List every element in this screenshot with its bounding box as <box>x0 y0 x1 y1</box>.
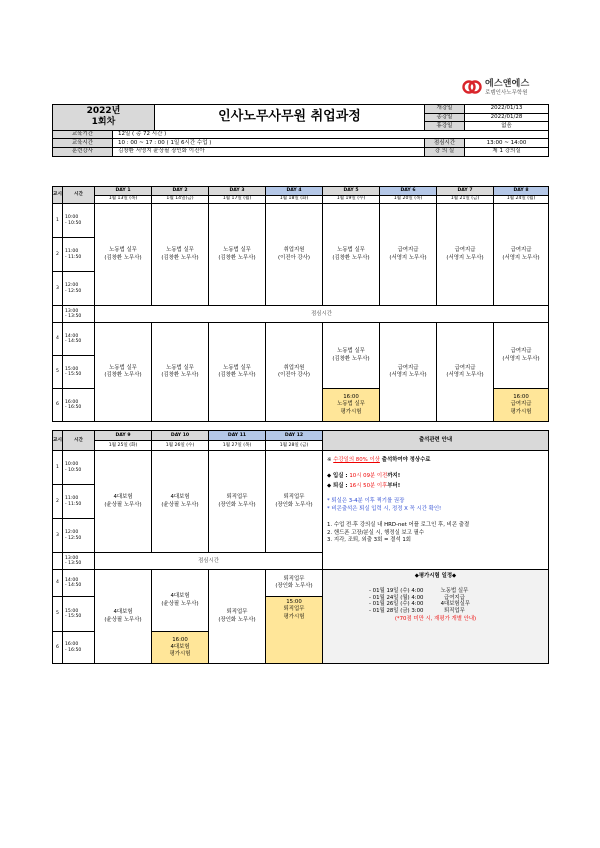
day-label: DAY 12 <box>266 431 323 441</box>
course-year <box>53 105 155 131</box>
time-end: - 13:50 <box>65 561 82 566</box>
day-date: 1월 20일 (목) <box>380 195 437 204</box>
time-start: 11:00 <box>65 496 79 501</box>
class-cell <box>266 323 323 422</box>
day-date: 1월 27일 (목) <box>209 441 266 451</box>
subject: 노동법 실무 <box>109 364 137 371</box>
time-start: 16:00 <box>65 399 79 405</box>
blue-note-1: * 퇴실은 3-4분 이후 찍기를 권장 <box>327 498 405 505</box>
checkout-time: 16시 50분 이후 <box>349 482 388 489</box>
exam-subject: 4대보험 <box>170 643 190 650</box>
day-label: DAY 3 <box>209 187 266 196</box>
time-end: - 14:50 <box>65 583 82 588</box>
subject: 퇴직업무 <box>283 575 305 582</box>
attendance-notice-title: 출석관련 안내 <box>323 431 549 451</box>
exam-time: 16:00 <box>343 394 359 401</box>
period-number <box>53 553 63 570</box>
brand-logo <box>462 76 572 98</box>
class-cell <box>152 323 209 422</box>
day-date: 1월 19일 (수) <box>323 195 380 204</box>
class-cell <box>323 323 380 389</box>
exam-schedule-row: - 01월 24일 (월) 4:00 급여지급 <box>369 594 465 601</box>
time-end: - 12:50 <box>65 288 82 294</box>
class-cell <box>494 204 549 306</box>
time-end: - 13:50 <box>65 314 82 319</box>
room-value: 제 1 강의실 <box>465 147 549 156</box>
teacher-value: 김창환 서영지 윤상필 장인화 이진아 <box>113 147 425 156</box>
exam-label: 평가시험 <box>169 651 191 658</box>
class-cell <box>95 204 152 306</box>
period-number: 2 <box>53 238 63 272</box>
class-cell <box>437 323 494 422</box>
rule-1: 1. 수업 전·후 강의실 내 HRD-net 어플 로그인 후, 비콘 출결 <box>327 522 470 529</box>
class-cell <box>380 323 437 422</box>
checkout-suffix: 부터! <box>387 482 401 489</box>
time-label: 교육시간 <box>53 139 113 148</box>
class-cell <box>95 323 152 422</box>
time-start: 13:00 <box>65 555 79 561</box>
period-time <box>63 356 95 389</box>
class-cell <box>209 570 266 664</box>
break-day-value: 없음 <box>465 122 549 131</box>
time-header: 시간 <box>63 187 95 204</box>
day-label: DAY 10 <box>152 431 209 441</box>
teacher: (윤상필 노무사) <box>161 600 199 607</box>
logo-name: 에스앤에스 <box>485 79 530 89</box>
period-time <box>63 597 95 632</box>
exam-schedule-title: ◆평가시험 일정◆ <box>414 573 457 579</box>
subject: 퇴직업무 <box>226 609 248 616</box>
subject: 퇴직업무 <box>283 494 305 501</box>
time-start: 15:00 <box>65 366 79 372</box>
day-label: DAY 2 <box>152 187 209 196</box>
course-title: 인사노무사무원 취업과정 <box>155 105 425 131</box>
teacher: (서영지 노무사) <box>389 254 427 261</box>
time-start: 13:00 <box>65 308 79 314</box>
week2-schedule-table <box>52 430 549 664</box>
subject: 급여지급 <box>510 348 532 355</box>
class-cell <box>209 323 266 422</box>
period-number: 4 <box>53 570 63 597</box>
teacher: (윤상필 노무사) <box>104 501 142 508</box>
teacher: (이진아 강사) <box>278 372 310 378</box>
teacher: (김창환 노무사) <box>218 372 256 378</box>
class-cell <box>380 204 437 306</box>
checkin-time: 10시 09분 이전 <box>349 473 388 480</box>
class-cell <box>95 451 152 553</box>
teacher: (김창환 노무사) <box>104 254 142 261</box>
lunch-break: 점심시간 <box>95 306 549 323</box>
day-date: 1월 14일(금) <box>152 195 209 204</box>
class-cell <box>266 570 323 597</box>
subject: 취업지원 <box>283 247 305 254</box>
exam-schedule <box>323 570 549 664</box>
notice-mark: ※ <box>327 457 334 463</box>
exam-time: 16:00 <box>513 394 529 401</box>
subject: 급여지급 <box>397 364 419 371</box>
time-start: 10:00 <box>65 215 79 220</box>
teacher: (윤상필 노무사) <box>104 616 142 623</box>
exam-cell <box>266 597 323 664</box>
class-cell <box>494 323 549 389</box>
teacher: (김창환 노무사) <box>161 372 199 378</box>
period-time <box>63 570 95 597</box>
subject: 4대보험 <box>170 494 190 501</box>
attendance-info <box>323 451 549 570</box>
open-date-label: 개강일 <box>425 105 465 114</box>
subject: 급여지급 <box>454 247 476 254</box>
teacher: (이진아 강사) <box>278 254 310 261</box>
teacher: (장인화 노무사) <box>218 616 256 623</box>
day-label: DAY 7 <box>437 187 494 196</box>
day-date: 1월 18일 (화) <box>266 195 323 204</box>
rule-3: 3. 지각, 조퇴, 외출 3회 = 결석 1회 <box>327 537 412 544</box>
teacher: (서영지 노무사) <box>389 372 427 378</box>
break-day-label: 휴강일 <box>425 122 465 131</box>
course-header-table <box>52 104 549 157</box>
class-cell <box>152 570 209 632</box>
period-number: 6 <box>53 632 63 664</box>
day-label: DAY 11 <box>209 431 266 441</box>
exam-cell <box>494 389 549 422</box>
exam-label: 평가시험 <box>340 408 362 415</box>
teacher: (장인화 노무사) <box>218 501 256 508</box>
exam-time: 16:00 <box>172 636 188 643</box>
round-text: 1회차 <box>91 117 116 128</box>
exam-cell <box>323 389 380 422</box>
subject: 급여지급 <box>510 247 532 254</box>
period-header: 교시 <box>53 431 63 451</box>
period-time <box>63 323 95 356</box>
time-value: 10 : 00 ~ 17 : 00 ( 1일 6시간 수업 ) <box>113 139 425 148</box>
subject: 노동법 실무 <box>223 247 251 254</box>
period-number: 5 <box>53 597 63 632</box>
exam-label: 평가시험 <box>510 408 532 415</box>
teacher: (김창환 노무사) <box>332 355 370 362</box>
time-start: 12:00 <box>65 530 79 535</box>
time-start: 14:00 <box>65 577 79 583</box>
period-number: 3 <box>53 272 63 306</box>
exam-schedule-footnote: (*70점 미만 시, 재평가 개별 안내) <box>394 615 477 622</box>
lunch-value: 13:00 ~ 14:00 <box>465 139 549 148</box>
period-time <box>63 272 95 306</box>
period-header: 교시 <box>53 187 63 204</box>
class-cell <box>95 570 152 664</box>
exam-subject: 급여지급 <box>510 401 532 408</box>
teacher: (서영지 노무사) <box>502 254 540 261</box>
class-cell <box>266 451 323 553</box>
year-text: 2022년 <box>86 105 121 116</box>
period-number: 4 <box>53 323 63 356</box>
period-time <box>63 389 95 422</box>
time-end: - 15:50 <box>65 614 82 619</box>
time-end: - 10:50 <box>65 220 82 226</box>
day-date: 1월 21일 (금) <box>437 195 494 204</box>
period-label: 교육기간 <box>53 130 113 139</box>
week1-schedule-table <box>52 186 549 422</box>
day-date: 1월 17일 (월) <box>209 195 266 204</box>
logo-mark-icon <box>462 77 482 97</box>
checkin-prefix: ◆ 입실 : <box>327 473 350 480</box>
day-date: 1월 13일 (목) <box>95 195 152 204</box>
subject: 4대보험 <box>113 609 133 616</box>
close-date-value: 2022/01/28 <box>465 113 549 122</box>
subject: 노동법 실무 <box>223 364 251 371</box>
teacher: (김창환 노무사) <box>161 254 199 261</box>
exam-subject: 노동법 실무 <box>337 401 365 408</box>
time-start: 12:00 <box>65 283 79 288</box>
subject: 취업지원 <box>283 364 305 371</box>
room-label: 강 의 실 <box>425 147 465 156</box>
time-end: - 14:50 <box>65 339 82 344</box>
time-header: 시간 <box>63 431 95 451</box>
blue-note-2: * 비콘출석은 퇴실 입력 시, 정정 X 꼭 시간 확인! <box>327 505 442 512</box>
time-start: 15:00 <box>65 608 79 614</box>
day-label: DAY 9 <box>95 431 152 441</box>
time-end: - 16:50 <box>65 647 82 653</box>
period-time <box>63 451 95 485</box>
time-end: - 11:50 <box>65 254 82 260</box>
time-start: 16:00 <box>65 642 79 647</box>
time-end: - 11:50 <box>65 501 82 507</box>
lunch-label: 점심시간 <box>425 139 465 148</box>
day-label: DAY 6 <box>380 187 437 196</box>
rule-2: 2. 핸드폰 고장/분실 시, 행정실 보고 필수 <box>327 529 425 536</box>
exam-schedule-row: - 01월 26일 (수) 4:00 4대보험실무 <box>369 601 471 608</box>
class-cell <box>437 204 494 306</box>
period-time <box>63 519 95 553</box>
class-cell <box>266 204 323 306</box>
day-date: 1월 25일 (화) <box>95 441 152 451</box>
period-number: 2 <box>53 485 63 519</box>
period-number: 5 <box>53 356 63 389</box>
time-end: - 12:50 <box>65 535 82 541</box>
subject: 급여지급 <box>454 364 476 371</box>
time-start: 14:00 <box>65 333 79 339</box>
open-date-value: 2022/01/13 <box>465 105 549 114</box>
teacher: (장인화 노무사) <box>275 583 313 589</box>
period-number: 1 <box>53 451 63 485</box>
subject: 노동법 실무 <box>166 364 194 371</box>
day-date: 1월 26일 (수) <box>152 441 209 451</box>
class-cell <box>152 451 209 553</box>
class-cell <box>209 204 266 306</box>
teacher: (서영지 노무사) <box>446 254 484 261</box>
subject: 급여지급 <box>397 247 419 254</box>
day-date: 1월 28일 (금) <box>266 441 323 451</box>
period-time <box>63 238 95 272</box>
period-number: 1 <box>53 204 63 238</box>
exam-schedule-row: - 01월 19일 (수) 4:00 노동법 실무 <box>369 587 469 594</box>
period-time <box>63 485 95 519</box>
teacher: (김창환 노무사) <box>104 372 142 378</box>
subject: 퇴직업무 <box>226 494 248 501</box>
logo-subtitle: 로뎀인사노무학원 <box>485 90 528 96</box>
exam-time: 15:00 <box>286 599 302 605</box>
day-label: DAY 8 <box>494 187 549 196</box>
exam-label: 평가시험 <box>283 613 305 620</box>
time-end: - 16:50 <box>65 405 82 410</box>
teacher: (서영지 노무사) <box>502 355 540 362</box>
teacher: (장인화 노무사) <box>275 501 313 508</box>
time-end: - 10:50 <box>65 467 82 473</box>
teacher: (김창환 노무사) <box>332 254 370 261</box>
period-number <box>53 306 63 323</box>
notice-highlight: 수강일의 80% 이상 <box>333 457 380 463</box>
period-value: 12일 ( 총 72 시간 ) <box>113 130 549 139</box>
time-start: 11:00 <box>65 249 79 254</box>
subject: 노동법 실무 <box>337 348 365 355</box>
subject: 4대보험 <box>170 593 190 600</box>
teacher-label: 훈련강사 <box>53 147 113 156</box>
day-label: DAY 1 <box>95 187 152 196</box>
day-date: 1월 24일 (월) <box>494 195 549 204</box>
period-time <box>63 553 95 570</box>
lunch-break: 점심시간 <box>95 553 323 570</box>
period-number: 6 <box>53 389 63 422</box>
time-end: - 15:50 <box>65 372 82 377</box>
close-date-label: 종강일 <box>425 113 465 122</box>
exam-cell <box>152 632 209 664</box>
teacher: (윤상필 노무사) <box>161 501 199 508</box>
period-time <box>63 204 95 238</box>
period-time <box>63 632 95 664</box>
subject: 4대보험 <box>113 494 133 501</box>
period-time <box>63 306 95 323</box>
time-start: 10:00 <box>65 462 79 467</box>
subject: 노동법 실무 <box>109 247 137 254</box>
checkout-prefix: ◆ 퇴실 : <box>327 482 350 489</box>
class-cell <box>152 204 209 306</box>
exam-schedule-row: - 01월 28일 (금) 3:00 퇴직업무 <box>369 608 465 614</box>
checkin-suffix: 까지! <box>387 473 401 480</box>
subject: 노동법 실무 <box>166 247 194 254</box>
teacher: (서영지 노무사) <box>446 372 484 378</box>
exam-subject: 퇴직업무 <box>283 606 305 613</box>
teacher: (김창환 노무사) <box>218 254 256 261</box>
notice-rest: 출석하여야 정상수료 <box>379 457 431 463</box>
class-cell <box>323 204 380 306</box>
period-number: 3 <box>53 519 63 553</box>
class-cell <box>209 451 266 553</box>
subject: 노동법 실무 <box>337 247 365 254</box>
day-label: DAY 5 <box>323 187 380 196</box>
day-label: DAY 4 <box>266 187 323 196</box>
